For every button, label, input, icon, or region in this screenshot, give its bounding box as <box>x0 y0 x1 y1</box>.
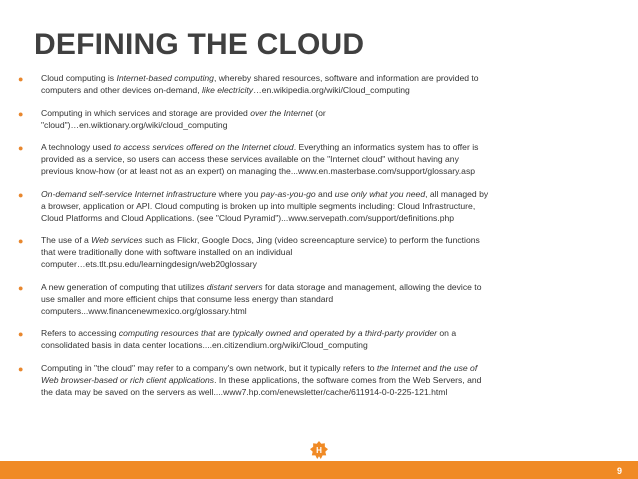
emphasis-text: like electricity <box>202 85 254 95</box>
bullet-item <box>18 234 618 270</box>
bullet-dot-icon: ● <box>18 329 24 339</box>
bullet-text <box>41 108 326 130</box>
text-run: . Everything an informatics system has to offer is provided as a service, so users can access these services available on the "Internet cloud" without having any previous know-how (or at least not as an expert) on managing the...www.en.masterbase.com/support/glossary.asp <box>41 142 479 176</box>
emphasis-text: use only what you need <box>334 188 426 199</box>
text-run: on a consolidated basis in data center locations....en.citizendium.org/wiki/Cloud_computing <box>41 328 457 350</box>
bullet-dot-icon: ● <box>18 108 24 119</box>
text-run: (or "cloud")…en.wiktionary.org/wiki/cloud_computing <box>41 107 326 130</box>
text-run: …en.wikipedia.org/wiki/Cloud_computing <box>253 85 410 95</box>
definition-list <box>18 72 618 408</box>
bullet-item <box>18 188 618 224</box>
text-run: such as Flickr, Google Docs, Jing (video screencapture service) to perform the functions that were traditionally done with software installed on an individual computer…ets.tlt.psu.edu/learningdesign/web20glossary <box>41 235 480 269</box>
bullet-dot-icon: ● <box>18 189 24 200</box>
bullet-dot-icon: ● <box>18 143 24 153</box>
bullet-item <box>18 362 618 398</box>
bullet-text <box>41 282 481 316</box>
bullet-dot-icon: ● <box>18 282 24 293</box>
text-run: where you <box>216 188 261 199</box>
bullet-text <box>41 142 478 176</box>
bullet-dot-icon: ● <box>18 74 24 84</box>
bullet-dot-icon: ● <box>18 236 24 246</box>
text-run: A technology used <box>41 142 114 152</box>
bullet-text <box>41 328 456 350</box>
slide-title: DEFINING THE CLOUD <box>34 28 365 61</box>
bullet-text <box>41 363 481 397</box>
bullet-item <box>18 141 618 177</box>
text-run: Computing in which services and storage are provided <box>41 107 251 118</box>
emphasis-text: computing resources that are typically owned and operated by a third-party provider <box>118 328 438 338</box>
bullet-item <box>18 72 618 96</box>
footer-bar <box>0 461 638 479</box>
text-run: Cloud computing is <box>41 73 117 83</box>
bullet-text <box>41 235 480 269</box>
emphasis-text: Internet-based computing <box>116 73 214 83</box>
bullet-item <box>18 281 618 317</box>
text-run: Computing in "the cloud" may refer to a company's own network, but it typically refers to <box>41 362 377 373</box>
text-run: The use of a <box>41 235 92 245</box>
page-number: 9 <box>616 466 622 476</box>
text-run: , whereby shared resources, software and information are provided to computers and other devices on-demand, <box>41 73 479 95</box>
emphasis-text: Web services <box>91 235 143 245</box>
text-run: Refers to accessing <box>41 328 119 338</box>
text-run: , all managed by a browser, application or API. Cloud computing is broken up into multiple segments including: Cloud Infrastructure, Cloud Platforms and Cloud Applications. (see "Cloud Pyramid")...www.servepath.com/support/definitions.php <box>41 188 489 223</box>
emphasis-text: the Internet and the use of Web browser-based or rich client applications <box>41 362 478 385</box>
logo-letter: H <box>316 446 322 456</box>
emphasis-text: to access services offered on the Internet cloud <box>113 142 294 152</box>
text-run: and <box>315 188 335 199</box>
bullet-item <box>18 327 618 351</box>
emphasis-text: pay-as-you-go <box>260 188 316 199</box>
bullet-text <box>41 189 488 223</box>
bullet-item <box>18 107 618 131</box>
text-run: . In these applications, the software comes from the Web Servers, and the data may be saved on the servers as well....www7.hp.com/enewsletter/cache/611914-0-0-225-121.html <box>41 374 482 397</box>
text-run: for data storage and management, allowing the device to use smaller and more efficient chips that consume less energy than standard computers...www.financenewmexico.org/glossary.html <box>41 281 482 316</box>
text-run: A new generation of computing that utilizes <box>41 281 207 292</box>
emphasis-text: over the Internet <box>250 107 313 118</box>
emphasis-text: On-demand self-service Internet infrastructure <box>41 188 217 199</box>
logo-icon <box>310 441 328 459</box>
bullet-text <box>41 73 479 95</box>
emphasis-text: distant servers <box>206 281 263 292</box>
bullet-dot-icon: ● <box>18 363 24 374</box>
